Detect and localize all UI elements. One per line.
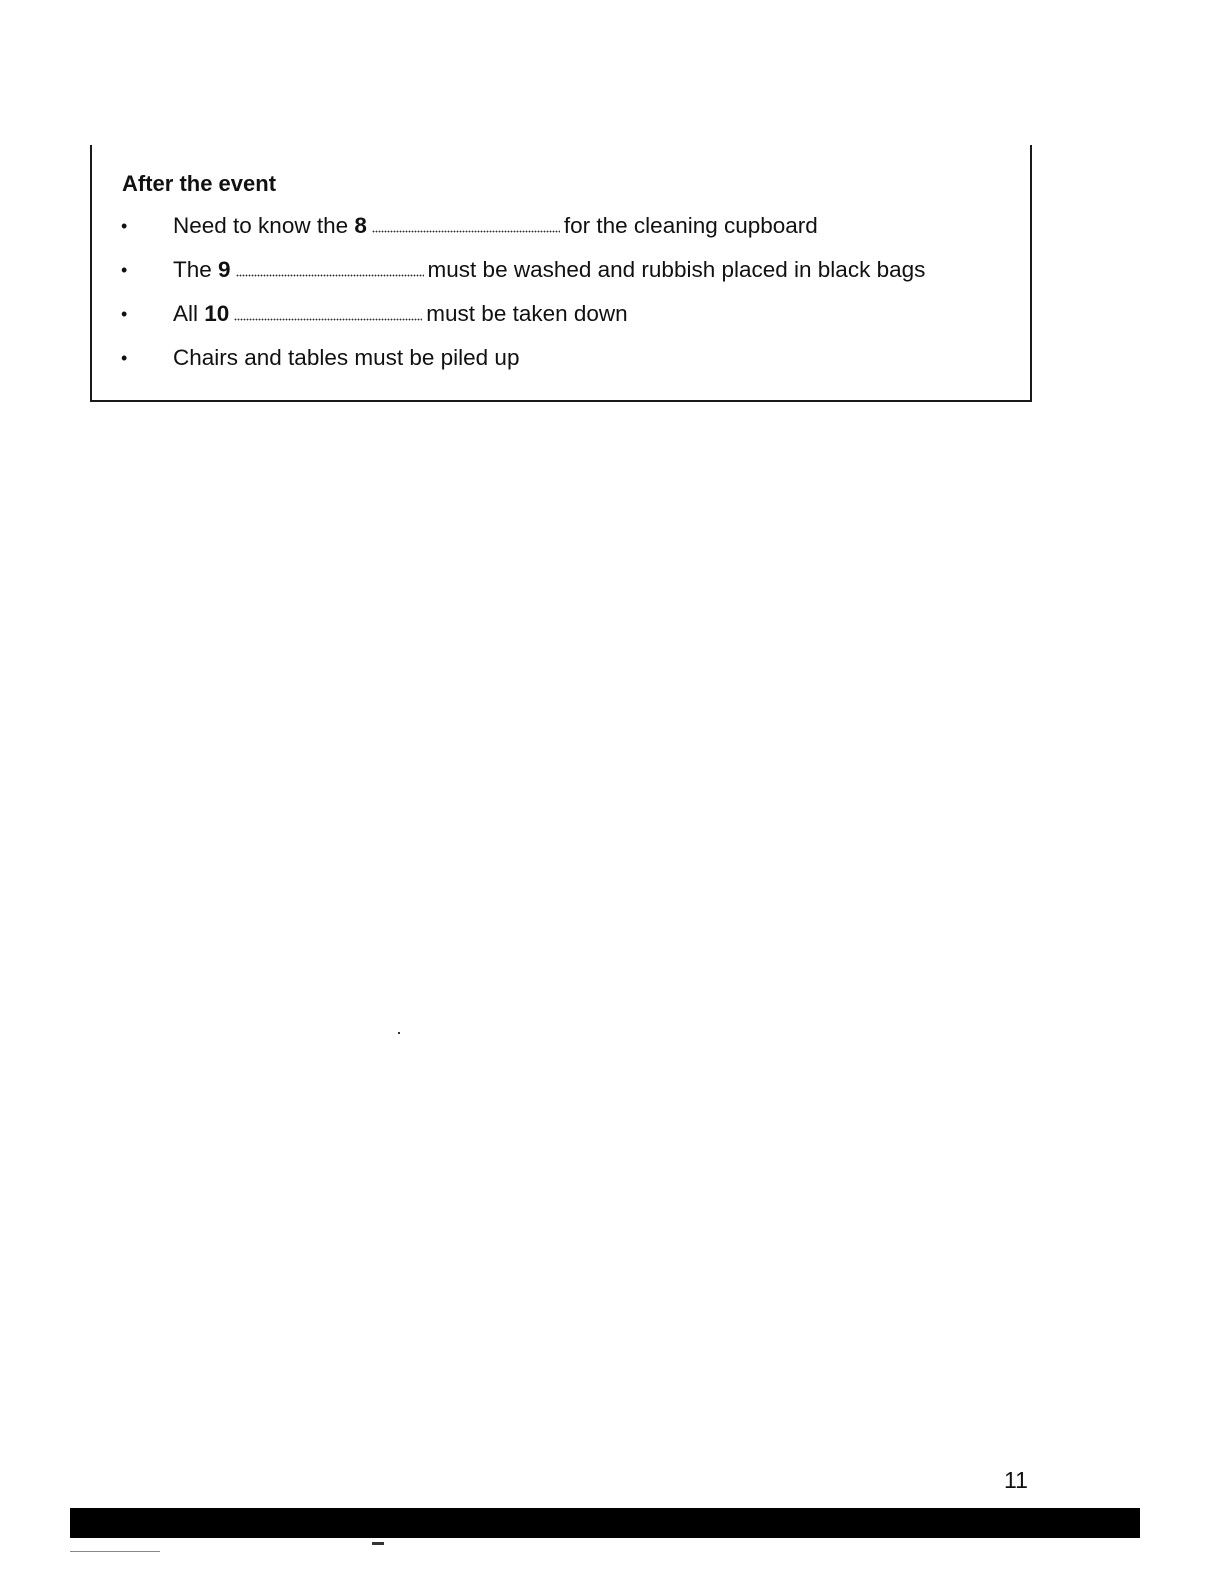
bullet-icon: • xyxy=(121,216,128,236)
item-text-after: must be taken down xyxy=(426,301,628,326)
question-number: 8 xyxy=(354,213,367,238)
item-text-after: must be washed and rubbish placed in black bags xyxy=(427,257,926,282)
list-item-text xyxy=(173,255,925,285)
question-number: 10 xyxy=(204,301,230,326)
list-item-text: Chairs and tables must be piled up xyxy=(173,345,520,370)
item-text-after: for the cleaning cupboard xyxy=(563,213,818,238)
list-item-text xyxy=(173,299,628,329)
question-number: 9 xyxy=(218,257,231,282)
answer-gap[interactable] xyxy=(372,213,560,233)
scan-speck xyxy=(372,1542,384,1545)
item-text-before: Need to know the xyxy=(173,213,355,238)
list-item-text xyxy=(173,211,818,241)
item-text-before: All xyxy=(173,301,205,326)
footer-bar xyxy=(70,1508,1140,1538)
answer-gap[interactable] xyxy=(236,257,424,277)
item-text-before: The xyxy=(173,257,219,282)
notes-box xyxy=(90,145,1032,402)
page-number: 11 xyxy=(1004,1467,1028,1493)
bullet-icon: • xyxy=(121,304,128,324)
bullet-icon: • xyxy=(121,260,128,280)
bullet-icon: • xyxy=(121,348,128,368)
answer-gap[interactable] xyxy=(234,301,422,321)
scan-speck xyxy=(70,1551,160,1552)
section-title: After the event xyxy=(122,171,277,196)
scan-speck xyxy=(398,1032,400,1034)
